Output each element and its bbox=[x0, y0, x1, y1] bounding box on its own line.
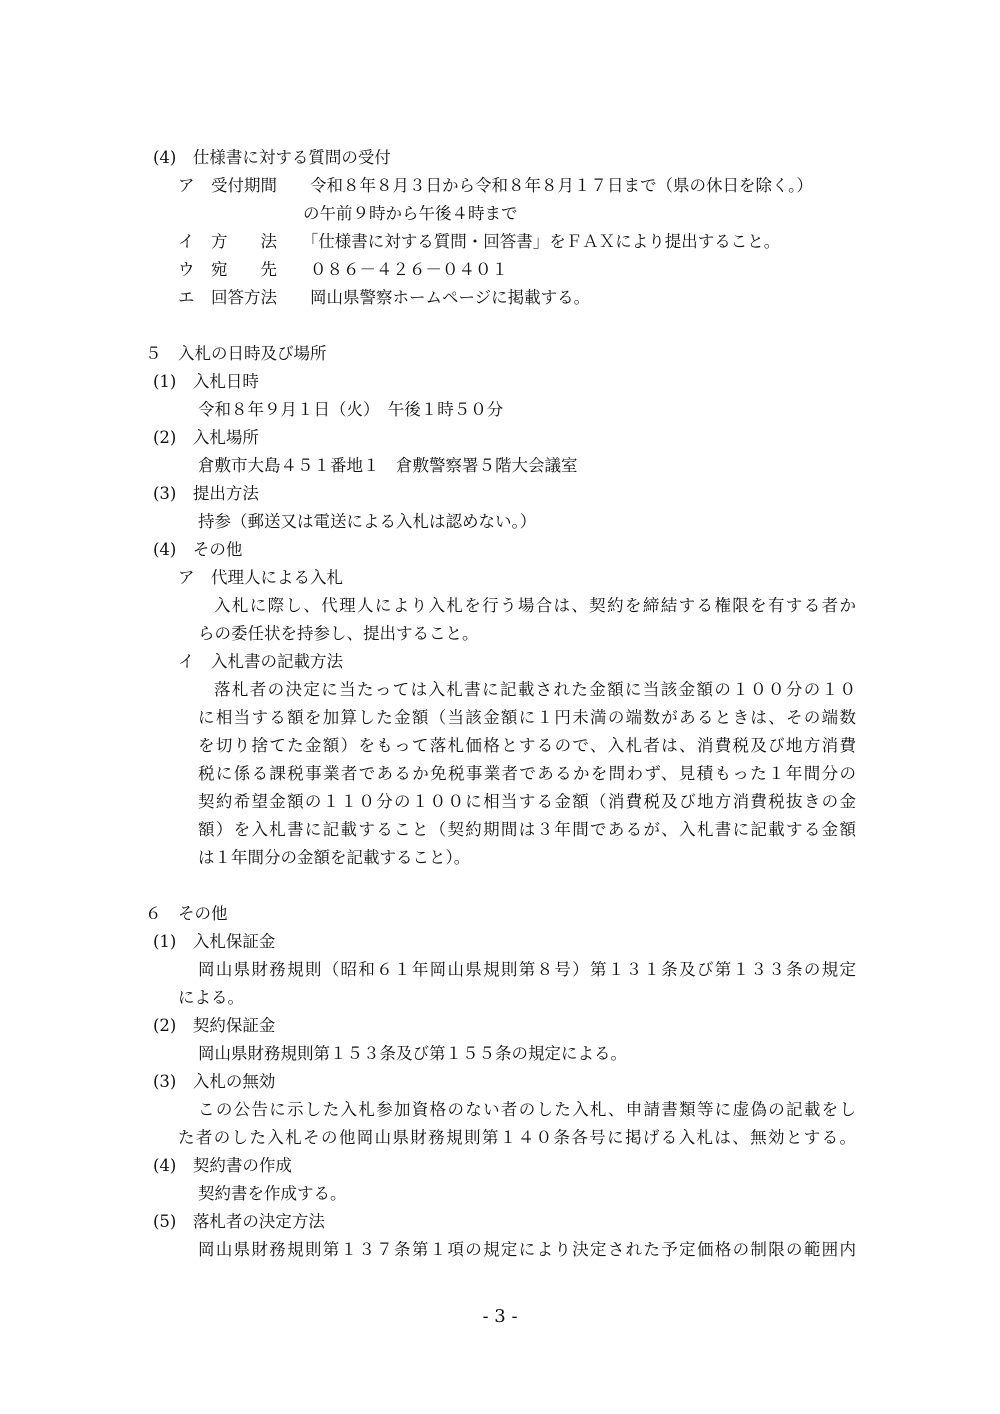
text-line: ア 代理人による入札 bbox=[178, 568, 343, 587]
text-line: 岡山県財務規則第１３７条第１項の規定により決定された予定価格の制限の範囲内 bbox=[198, 1240, 856, 1259]
text-line: 岡山県財務規則（昭和６１年岡山県規則第８号）第１３１条及び第１３３条の規定 bbox=[198, 960, 857, 979]
text-line: 落札者の決定に当たっては入札書に記載された金額に当該金額の１００分の１０ bbox=[214, 680, 856, 699]
text-line: 倉敷市大島４５１番地１ 倉敷警察署５階大会議室 bbox=[198, 456, 578, 475]
text-line: ５ 入札の日時及び場所 bbox=[145, 344, 327, 363]
text-line: 契約希望金額の１１０分の１００に相当する金額（消費税及び地方消費税抜きの金 bbox=[198, 792, 856, 811]
text-line: (1) 入札保証金 bbox=[153, 932, 276, 951]
text-line: (5) 落札者の決定方法 bbox=[153, 1212, 325, 1231]
text-line: (3) 提出方法 bbox=[153, 484, 259, 503]
text-line: ６ その他 bbox=[145, 904, 228, 923]
text-line: の午前９時から午後４時まで bbox=[303, 204, 518, 223]
text-line: エ 回答方法 岡山県警察ホームページに掲載する。 bbox=[178, 288, 591, 307]
text-line: (4) その他 bbox=[153, 540, 243, 559]
text-line: 額）を入札書に記載すること（契約期間は３年間であるが、入札書に記載する金額 bbox=[198, 820, 857, 839]
text-line: 税に係る課税事業者であるか免税事業者であるかを問わず、見積もった１年間分の bbox=[198, 764, 856, 783]
text-line: ア 受付期間 令和８年８月３日から令和８年８月１７日まで（県の休日を除く。） bbox=[178, 176, 813, 195]
text-line: 契約書を作成する。 bbox=[198, 1184, 347, 1203]
text-line: 岡山県財務規則第１５３条及び第１５５条の規定による。 bbox=[198, 1044, 627, 1063]
text-line: た者のした入札その他岡山県財務規則第１４０条各号に掲げる入札は、無効とする。 bbox=[178, 1128, 856, 1147]
text-line: に相当する額を加算した金額（当該金額に１円未満の端数があるときは、その端数 bbox=[198, 708, 856, 727]
text-line: 令和８年９月１日（火） 午後１時５０分 bbox=[198, 400, 504, 419]
text-line: イ 入札書の記載方法 bbox=[178, 652, 343, 671]
text-line: を切り捨てた金額）をもって落札価格とするので、入札者は、消費税及び地方消費 bbox=[198, 736, 856, 755]
text-line: 入札に際し、代理人により入札を行う場合は、契約を締結する権限を有する者か bbox=[214, 596, 856, 615]
page-number: - 3 - bbox=[482, 1306, 518, 1327]
text-line: 持参（郵送又は電送による入札は認めない。） bbox=[198, 512, 537, 531]
text-line: (3) 入札の無効 bbox=[153, 1072, 276, 1091]
text-line: この公告に示した入札参加資格のない者のした入札、申請書類等に虚偽の記載をし bbox=[198, 1100, 857, 1119]
text-line: イ 方 法 「仕様書に対する質問・回答書」をＦＡＸにより提出すること。 bbox=[178, 232, 781, 251]
text-line: (1) 入札日時 bbox=[153, 372, 259, 391]
text-line: ウ 宛 先 ０８６－４２６－０４０１ bbox=[178, 260, 508, 279]
text-line: (2) 契約保証金 bbox=[153, 1016, 276, 1035]
text-line: (4) 仕様書に対する質問の受付 bbox=[153, 148, 391, 167]
text-line: (2) 入札場所 bbox=[153, 428, 259, 447]
text-line: (4) 契約書の作成 bbox=[153, 1156, 292, 1175]
text-line: による。 bbox=[178, 988, 244, 1007]
text-line: らの委任状を持参し、提出すること。 bbox=[198, 624, 479, 643]
text-line: は１年間分の金額を記載すること）。 bbox=[198, 848, 471, 867]
